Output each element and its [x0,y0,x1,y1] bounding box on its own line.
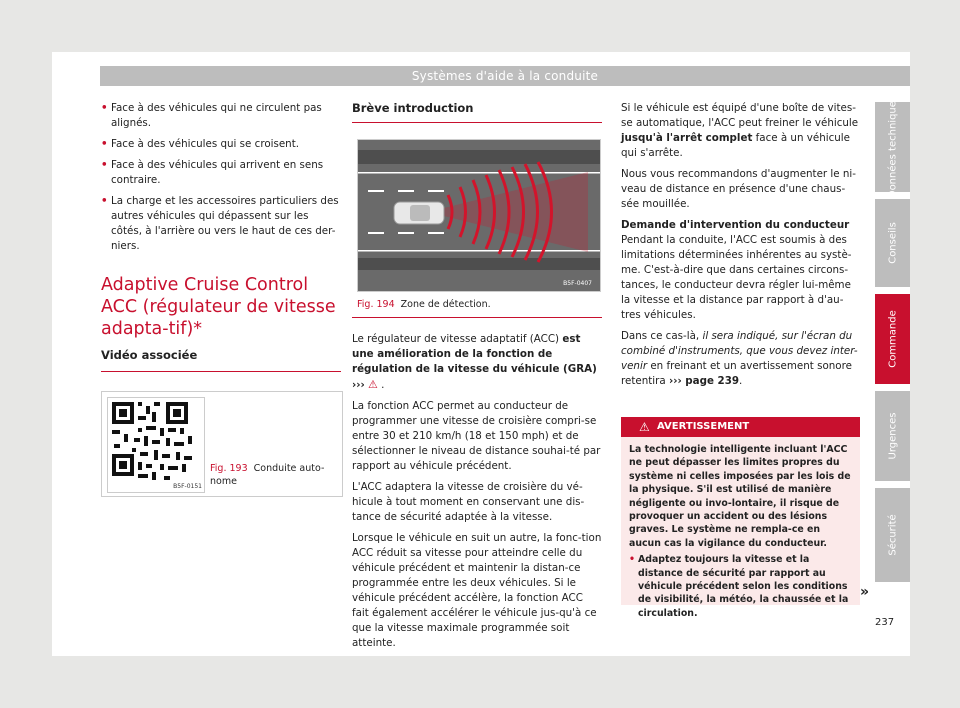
page-header: Systèmes d'aide à la conduite [100,66,910,86]
section-heading: Brève introduction [352,101,602,123]
paragraph: Le régulateur de vitesse adaptatif (ACC) est une amélioration de la fonction de régulation de la vitesse du véhicule (GRA) ››› ⚠ . [352,333,597,391]
bullet-item: • Face à des véhicules qui ne circulent pas alignés. [101,101,341,131]
page-link[interactable]: ››› page 239 [668,375,740,387]
paragraph: Lorsque le véhicule en suit un autre, la fonc-tion ACC réduit sa vitesse pour atteindre celle du véhicule précédent et maintenir la distan-ce programmée entre les deux véhicules. Si le véhicule précédent accélère, la fonction ACC fait également accélérer le véhicule jus-qu'à ce que la vitesse maximale programmée soit atteinte. [352,532,602,649]
tab-commande[interactable]: Commande [875,294,910,384]
paragraph: La fonction ACC permet au conducteur de programmer une vitesse de croisière compri-se entre 30 et 210 km/h (18 et 150 mph) et de sélectionner le niveau de distance souhai-té par rapport au véhicule précédent. [352,400,601,472]
figure-caption-text: Zone de détection. [400,299,491,310]
svg-text:B5F-0407: B5F-0407 [563,280,592,287]
column-1 [101,101,341,380]
tab-urgences[interactable]: Urgences [875,391,910,481]
warning-body [621,437,860,626]
continue-mark: » [860,584,870,600]
figure-number: Fig. 193 [210,463,248,474]
tab-conseils[interactable]: Conseils [875,199,910,287]
figure-caption [210,462,338,488]
bullet-item: • Face à des véhicules qui arrivent en sens contraire. [101,158,341,188]
column-3 [621,101,861,395]
figure-caption-text: Conduite auto-nome [210,463,325,487]
tab-securite[interactable]: Sécurité [875,488,910,582]
section-title: Adaptive Cruise Control ACC (régulateur de vitesse adapta-tif)* [101,275,336,339]
video-heading: Vidéo associée [101,348,341,372]
warning-header [621,417,860,437]
svg-text:B5F-0151: B5F-0151 [173,483,202,490]
radar-illustration-icon [358,140,600,291]
warning-bullet: • Adaptez toujours la vitesse et la distance de sécurité par rapport au véhicule précédent selon les conditions de visibilité, la météo, la chaussée et la circulation. [629,553,852,620]
warning-text: La technologie intelligente incluant l'ACC ne peut dépasser les limites propres du système ni celles imposées par les lois de la physique. S'il est utilisé de manière négligente ou invo-lontaire, il risque de provoquer un accident ou des lésions graves. Le système ne rempla-ce en aucun cas la vigilance du conducteur. [629,444,851,549]
figure-number: Fig. 194 [357,299,395,310]
warning-icon: ⚠ [368,378,378,391]
column-2 [352,101,602,657]
paragraph: Nous vous recommandons d'augmenter le ni-veau de distance en présence d'une chaus-sée mouillée. [621,168,857,210]
figure-caption [352,292,602,318]
warning-triangle-icon: ⚠ [639,420,650,434]
paragraph: Dans ce cas-là, il sera indiqué, sur l'écran du combiné d'instruments, que vous devez inter-venir en freinant et un avertissement sonore retentira ››› page 239. [621,330,858,387]
detection-zone-image [357,139,601,292]
qr-code-icon [108,398,204,492]
qr-code-image[interactable] [107,397,205,493]
tab-donnees-techniques[interactable]: Données techniques [875,102,910,192]
paragraph: Pendant la conduite, l'ACC est soumis à des limitations déterminées inhérentes au systè-me. C'est-à-dire que dans certaines circons-tances, le conducteur devra régler lui-même la vitesse et la distance par rapport à d'au-tres véhicules. [621,234,852,321]
page-number: 237 [875,617,895,628]
manual-page [52,52,910,656]
paragraph: Si le véhicule est équipé d'une boîte de vites-se automatique, l'ACC peut freiner le véhicule jusqu'à l'arrêt complet face à un véhicule qui s'arrête. [621,102,859,159]
bullet-item: • Face à des véhicules qui se croisent. [101,137,341,152]
warning-box [621,417,860,619]
paragraph: L'ACC adaptera la vitesse de croisière du vé-hicule à tout moment en conservant une dis-tance de sécurité adaptée à la vitesse. [352,481,585,523]
video-figure [101,391,343,497]
bullet-item: • La charge et les accessoires particuliers des autres véhicules qui dépassent sur les côtés, à l'arrière ou vers le haut de ces der-niers. [101,194,341,254]
subheading: Demande d'intervention du conducteur [621,219,850,231]
warning-title: AVERTISSEMENT [657,421,750,432]
